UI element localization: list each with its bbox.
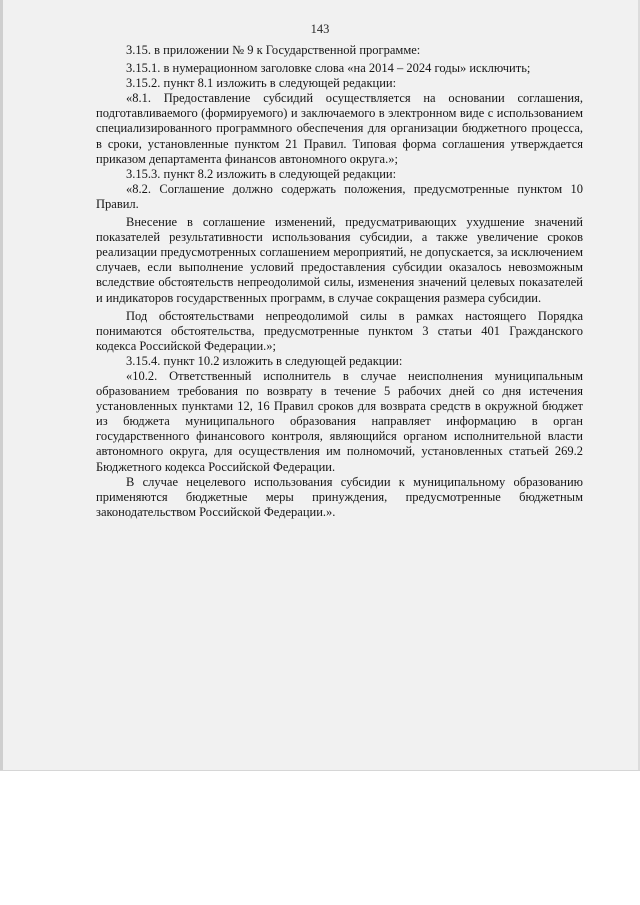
paragraph-10-2: «10.2. Ответственный исполнитель в случае неисполнения муниципальным образованием требования по возврату в течение 5 рабочих дней со дня истечения установленных пунктами 12, 16 Правил сроков для возврата средств в окружной бюджет из бюджета муниципального образования направляет информацию в орган государственного финансового контроля, являющийся органом исполнительной власти автономного округа, для осуществления им полномочий, установленных статьей 269.2 Бюджетного кодекса Российской Федерации. [96, 368, 583, 474]
scan-left-edge [0, 0, 3, 770]
paragraph-agreement-changes: Внесение в соглашение изменений, предусматривающих ухудшение значений показателей результативности использования субсидии, а также увеличение сроков реализации предусмотренных соглашением мероприятий, не допускается, за исключением случаев, если выполнение условий предоставления субсидии оказалось невозможным вследствие обстоятельств непреодолимой силы, изменения значений целевых показателей и индикаторов государственных программ, в случае сокращения размера субсидии. [96, 215, 583, 305]
paragraph-3-15-2: 3.15.2. пункт 8.1 изложить в следующей редакции: [126, 76, 397, 91]
paragraph-8-2: «8.2. Соглашение должно содержать положения, предусмотренные пунктом 10 Правил. [96, 181, 583, 211]
paragraph-misuse: В случае нецелевого использования субсидии к муниципальному образованию применяются бюджетные меры принуждения, предусмотренные бюджетным законодательством Российской Федерации.». [96, 474, 583, 519]
paragraph-force-majeure: Под обстоятельствами непреодолимой силы в рамках настоящего Порядка понимаются обстоятельства, предусмотренные пунктом 3 статьи 401 Гражданского кодекса Российской Федерации.»; [96, 308, 583, 353]
paragraph-8-1: «8.1. Предоставление субсидий осуществляется на основании соглашения, подготавливаемого (формируемого) и заключаемого в электронном виде с использованием специализированного программного обеспечения для организации бюджетного процесса, в сроки, установленные пунктом 21 Правил. Типовая форма соглашения утверждается приказом департамента финансов автономного округа.»; [96, 91, 583, 166]
page-number: 143 [310, 22, 330, 36]
document-body [96, 43, 583, 520]
paragraph-3-15-4: 3.15.4. пункт 10.2 изложить в следующей редакции: [126, 353, 403, 368]
paragraph-3-15: 3.15. в приложении № 9 к Государственной программе: [126, 43, 421, 57]
paragraph-3-15-1: 3.15.1. в нумерационном заголовке слова «на 2014 – 2024 годы» исключить; [126, 61, 531, 76]
paragraph-3-15-3: 3.15.3. пункт 8.2 изложить в следующей редакции: [126, 166, 397, 181]
